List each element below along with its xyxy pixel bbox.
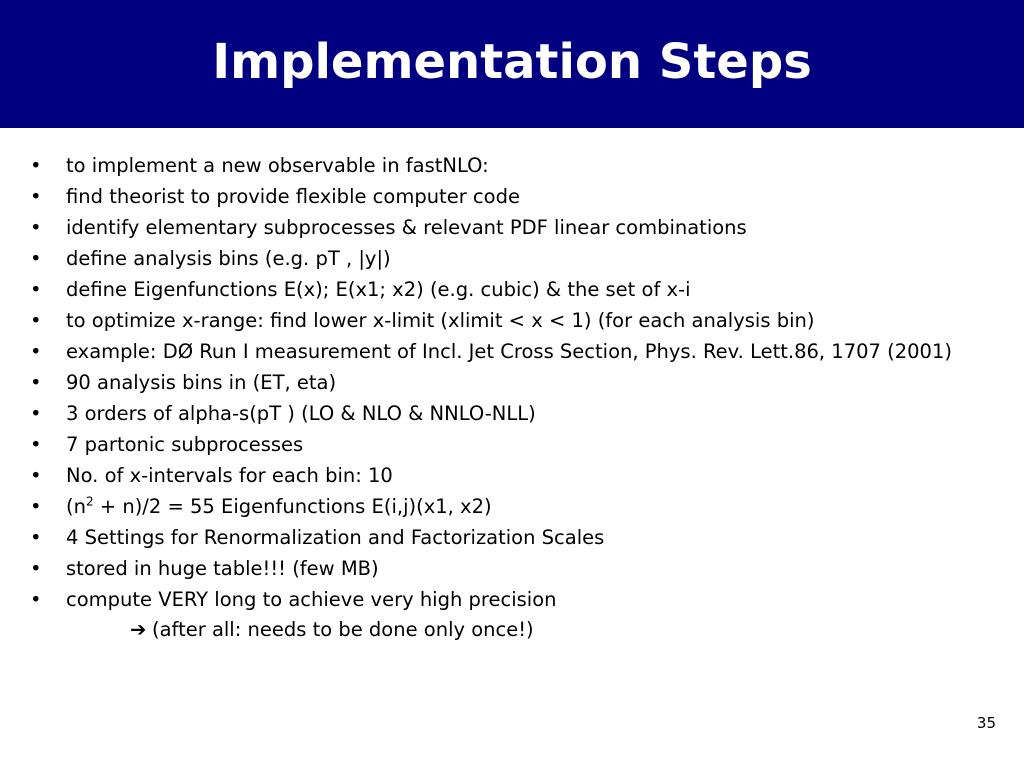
bullet-text: define analysis bins (e.g. pT , |y|) bbox=[66, 247, 391, 270]
note-text: (after all: needs to be done only once!) bbox=[152, 618, 534, 641]
bullet-icon: • bbox=[30, 495, 42, 518]
bullet-item bbox=[30, 247, 1010, 271]
bullet-icon: • bbox=[30, 402, 42, 425]
bullet-item bbox=[30, 278, 1010, 302]
bullet-text: 3 orders of alpha-s(pT ) (LO & NLO & NNLO-NLL) bbox=[66, 402, 536, 425]
eigen-prefix: (n bbox=[66, 495, 86, 518]
note-line bbox=[30, 618, 1010, 642]
bullet-text: to implement a new observable in fastNLO: bbox=[66, 154, 489, 177]
bullet-item bbox=[30, 433, 1010, 457]
bullet-icon: • bbox=[30, 371, 42, 394]
bullet-icon: • bbox=[30, 433, 42, 456]
bullet-text: identify elementary subprocesses & relevant PDF linear combinations bbox=[66, 216, 747, 239]
bullet-text: find theorist to provide flexible computer code bbox=[66, 185, 520, 208]
title-bar bbox=[0, 0, 1024, 128]
eigen-superscript: 2 bbox=[85, 494, 94, 509]
bullet-text: 90 analysis bins in (ET, eta) bbox=[66, 371, 337, 394]
bullet-icon: • bbox=[30, 216, 42, 239]
bullet-item bbox=[30, 309, 1010, 333]
bullet-text: compute VERY long to achieve very high precision bbox=[66, 588, 557, 611]
bullet-text: to optimize x-range: find lower x-limit (xlimit < x < 1) (for each analysis bin) bbox=[66, 309, 815, 332]
bullet-icon: • bbox=[30, 154, 42, 177]
bullet-text: define Eigenfunctions E(x); E(x1; x2) (e.g. cubic) & the set of x-i bbox=[66, 278, 691, 301]
bullet-list bbox=[30, 154, 1010, 642]
bullet-item-eigenfunctions bbox=[30, 495, 1010, 519]
bullet-item bbox=[30, 588, 1010, 612]
bullet-text: stored in huge table!!! (few MB) bbox=[66, 557, 379, 580]
bullet-icon: • bbox=[30, 588, 42, 611]
bullet-text: example: DØ Run I measurement of Incl. Jet Cross Section, Phys. Rev. Lett.86, 1707 (2001) bbox=[66, 340, 952, 363]
bullet-icon: • bbox=[30, 309, 42, 332]
bullet-icon: • bbox=[30, 247, 42, 270]
arrow-right-icon: ➔ bbox=[130, 618, 147, 641]
bullet-item bbox=[30, 371, 1010, 395]
bullet-text: 4 Settings for Renormalization and Factorization Scales bbox=[66, 526, 605, 549]
eigen-suffix: + n)/2 = 55 Eigenfunctions E(i,j)(x1, x2) bbox=[93, 495, 492, 518]
bullet-item bbox=[30, 216, 1010, 240]
bullet-text: 7 partonic subprocesses bbox=[66, 433, 304, 456]
bullet-item bbox=[30, 154, 1010, 178]
bullet-icon: • bbox=[30, 526, 42, 549]
bullet-item bbox=[30, 185, 1010, 209]
bullet-item bbox=[30, 340, 1010, 364]
page-number: 35 bbox=[976, 714, 996, 732]
bullet-icon: • bbox=[30, 557, 42, 580]
bullet-item bbox=[30, 526, 1010, 550]
bullet-icon: • bbox=[30, 464, 42, 487]
bullet-icon: • bbox=[30, 340, 42, 363]
bullet-item bbox=[30, 464, 1010, 488]
slide-title: Implementation Steps bbox=[212, 34, 812, 90]
bullet-item bbox=[30, 557, 1010, 581]
bullet-icon: • bbox=[30, 278, 42, 301]
bullet-item bbox=[30, 402, 1010, 426]
bullet-icon: • bbox=[30, 185, 42, 208]
bullet-text: No. of x-intervals for each bin: 10 bbox=[66, 464, 393, 487]
